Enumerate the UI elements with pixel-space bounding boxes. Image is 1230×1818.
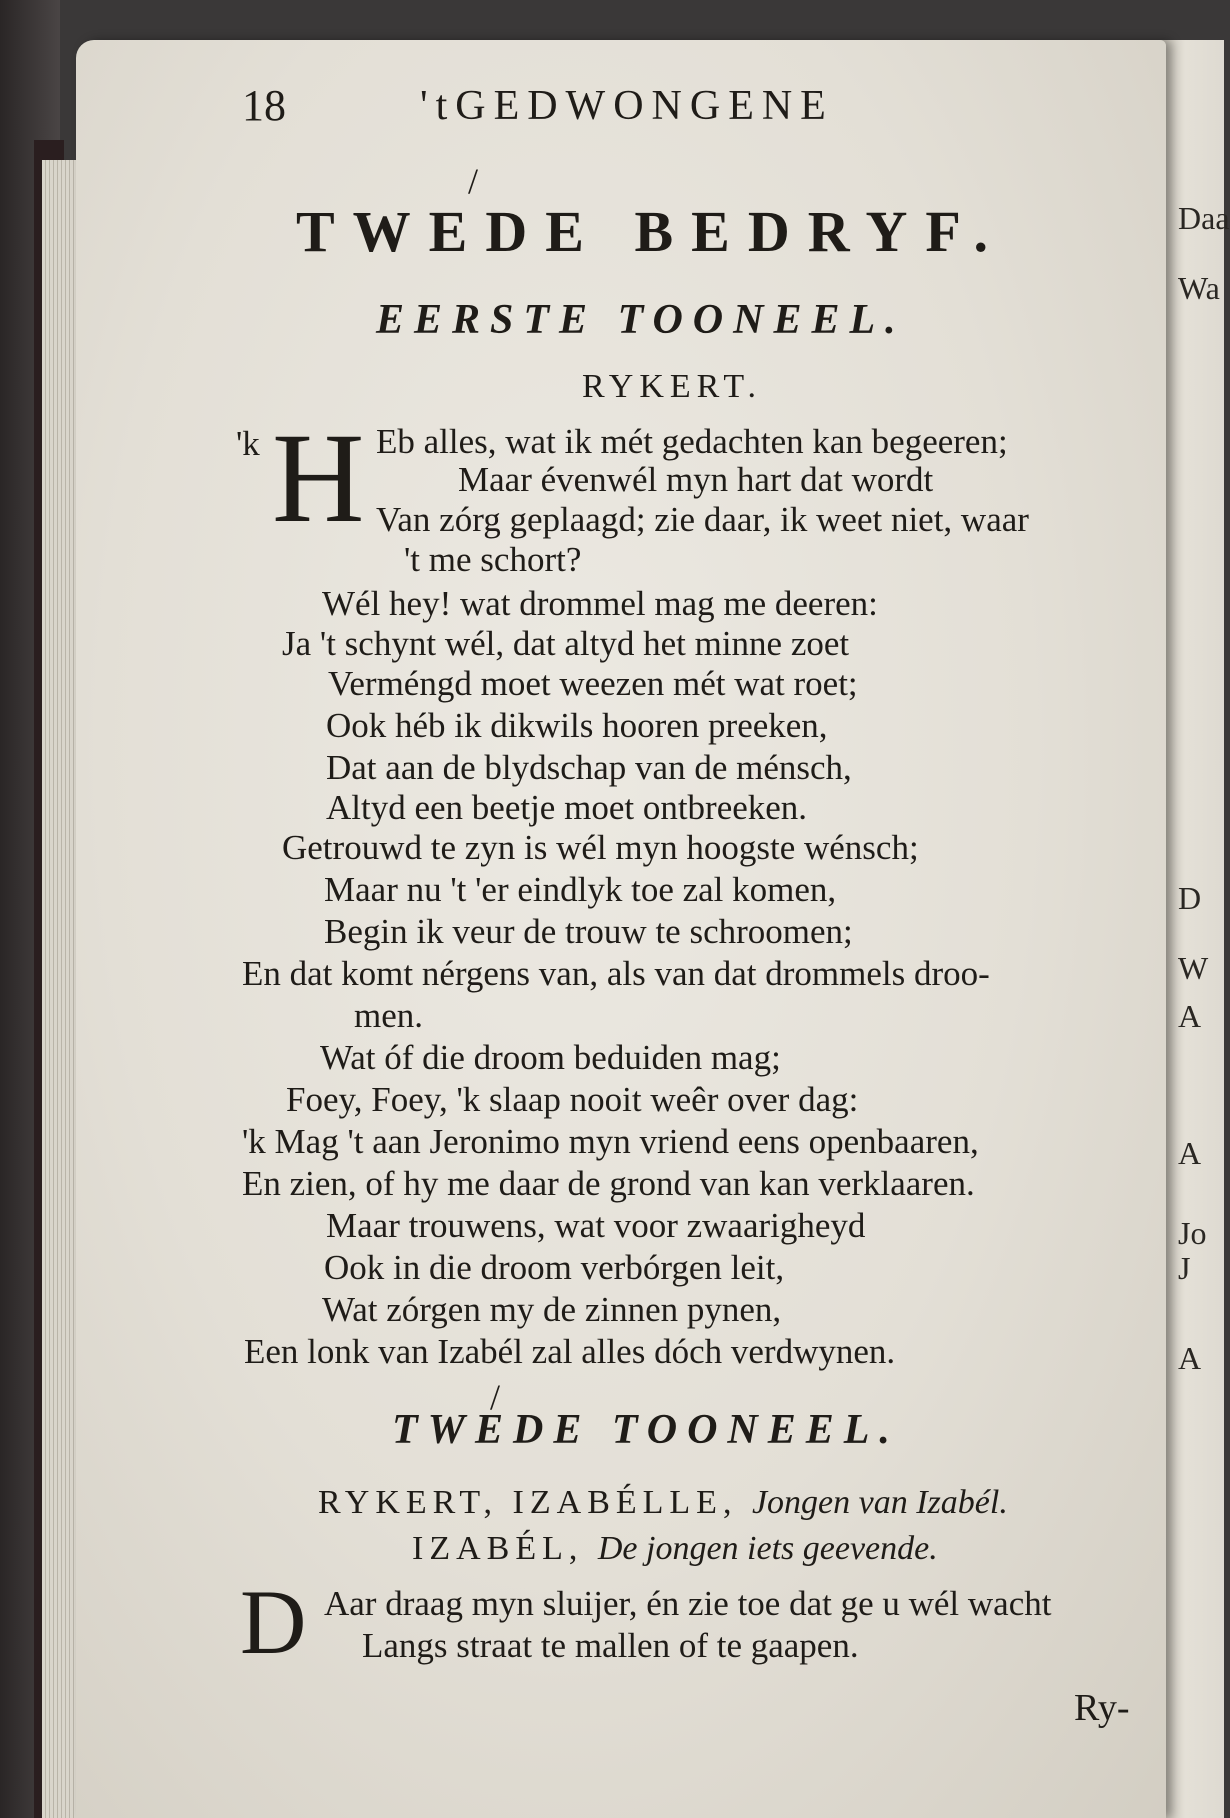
- act-title: TWEDE BEDRYF.: [296, 199, 1007, 264]
- facing-fragment: Daa: [1178, 200, 1230, 236]
- verse-line: Langs straat te mallen of te gaapen.: [362, 1626, 859, 1665]
- facing-page: [1160, 40, 1230, 1818]
- speaker-name: IZABÉL,: [412, 1530, 584, 1567]
- verse-line: men.: [354, 996, 424, 1035]
- verse-line: Wat zórgen my de zinnen pynen,: [322, 1290, 782, 1329]
- drop-cap: H: [272, 407, 365, 549]
- cast-names: RYKERT, IZABÉLLE,: [318, 1484, 738, 1521]
- page-number: 18: [242, 81, 286, 130]
- scene-title: TWEDE TOONEEL.: [392, 1407, 900, 1453]
- verse-line: Altyd een beetje moet ontbreeken.: [326, 788, 808, 827]
- ink-mark-icon: /: [490, 1377, 501, 1417]
- verse-line: Verméngd moet weezen mét wat roet;: [328, 664, 858, 703]
- facing-fragment: Wa: [1178, 270, 1220, 306]
- verse-line: Ook in die droom verbórgen leit,: [324, 1248, 785, 1287]
- verse-line: Wat óf die droom beduiden mag;: [320, 1038, 781, 1077]
- verse-line: Ook héb ik dikwils hooren preeken,: [326, 706, 828, 745]
- stage-direction: De jongen iets geevende.: [597, 1530, 938, 1567]
- verse-line: Maar trouwens, wat voor zwaarigheyd: [326, 1206, 866, 1245]
- verse-line: 't me schort?: [404, 540, 582, 579]
- verse-line: Begin ik veur de trouw te schroomen;: [324, 912, 853, 951]
- verse-line: 'k Mag 't aan Jeronimo myn vriend eens openbaaren,: [242, 1122, 979, 1161]
- scene-title: EERSTE TOONEEL.: [376, 297, 906, 343]
- facing-fragment: A: [1178, 998, 1202, 1034]
- drop-cap: D: [240, 1571, 307, 1673]
- facing-fragment: A: [1178, 1340, 1202, 1376]
- facing-fragment: W: [1178, 950, 1209, 986]
- verse-line: Dat aan de blydschap van de ménsch,: [326, 748, 852, 787]
- verse-line: Maar évenwél myn hart dat wordt: [458, 460, 934, 499]
- facing-fragment: Jo: [1178, 1215, 1207, 1251]
- verse-line: En zien, of hy me daar de grond van kan verklaaren.: [242, 1164, 975, 1203]
- verse-line: Een lonk van Izabél zal alles dóch verdwynen.: [244, 1332, 896, 1371]
- facing-fragment: D: [1178, 880, 1202, 916]
- verse-line: Van zórg geplaagd; zie daar, ik weet niet, waar: [376, 500, 1029, 539]
- verse-line: Aar draag myn sluijer, én zie toe dat ge u wél wacht: [324, 1584, 1052, 1623]
- verse-line: Wél hey! wat drommel mag me deeren:: [322, 584, 878, 623]
- verse-line: Foey, Foey, 'k slaap nooit weêr over dag:: [286, 1080, 859, 1119]
- verse-line: Eb alles, wat ik mét gedachten kan begeeren;: [376, 422, 1008, 461]
- speaker-name: RYKERT.: [582, 368, 763, 405]
- verse-line: En dat komt nérgens van, als van dat drommels droo-: [242, 954, 990, 993]
- ink-mark-icon: /: [468, 161, 479, 201]
- catchword: Ry-: [1074, 1687, 1130, 1729]
- running-title: 'tGEDWONGENE: [420, 83, 834, 129]
- verse-line: Maar nu 't 'er eindlyk toe zal komen,: [324, 870, 837, 909]
- cast-list: [318, 1484, 1008, 1522]
- cast-extra: Jongen van Izabél.: [751, 1484, 1008, 1521]
- facing-fragment: J: [1178, 1250, 1191, 1286]
- verse-line: Ja 't schynt wél, dat altyd het minne zoet: [282, 624, 850, 663]
- lead-word: 'k: [236, 424, 260, 463]
- verse-line: Getrouwd te zyn is wél myn hoogste wénsch;: [282, 828, 919, 867]
- speaker-line: [412, 1530, 938, 1568]
- facing-fragment: A: [1178, 1135, 1202, 1171]
